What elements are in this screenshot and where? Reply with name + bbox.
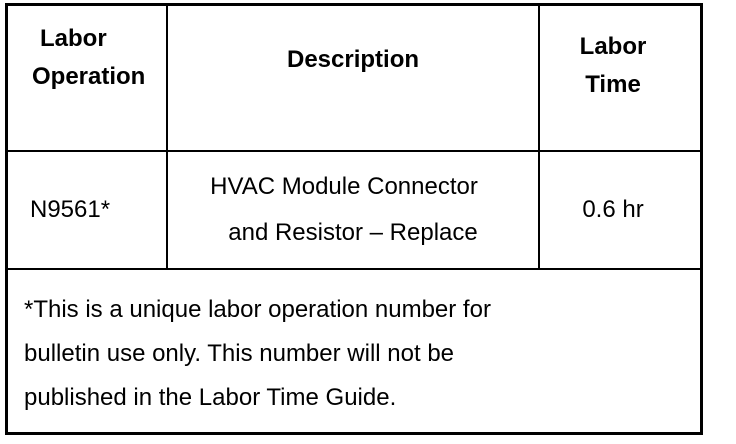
description-line1: HVAC Module Connector xyxy=(210,173,478,200)
footnote-line1: *This is a unique labor operation number for xyxy=(24,296,491,323)
labor-operation-value: N9561* xyxy=(30,196,111,223)
header-description xyxy=(168,20,538,100)
footnote-line2: bulletin use only. This number will not be xyxy=(24,340,455,367)
footnote-line3: published in the Labor Time Guide. xyxy=(24,384,397,411)
cell-description xyxy=(168,162,538,258)
labor-time-value: 0.6 hr xyxy=(582,196,644,223)
header-labor-time-line1: Labor xyxy=(579,33,647,60)
header-labor-operation-line1: Labor xyxy=(40,25,107,52)
cell-labor-time xyxy=(540,152,686,268)
header-description-label: Description xyxy=(286,46,420,73)
cell-labor-operation xyxy=(8,152,166,268)
note-row-divider xyxy=(6,268,702,270)
description-line2: and Resistor – Replace xyxy=(228,219,478,246)
footnote xyxy=(24,288,664,420)
header-labor-operation-line2: Operation xyxy=(32,63,146,90)
header-labor-time-line2: Time xyxy=(585,71,641,98)
header-labor-operation xyxy=(22,20,162,98)
header-labor-time xyxy=(540,26,686,106)
